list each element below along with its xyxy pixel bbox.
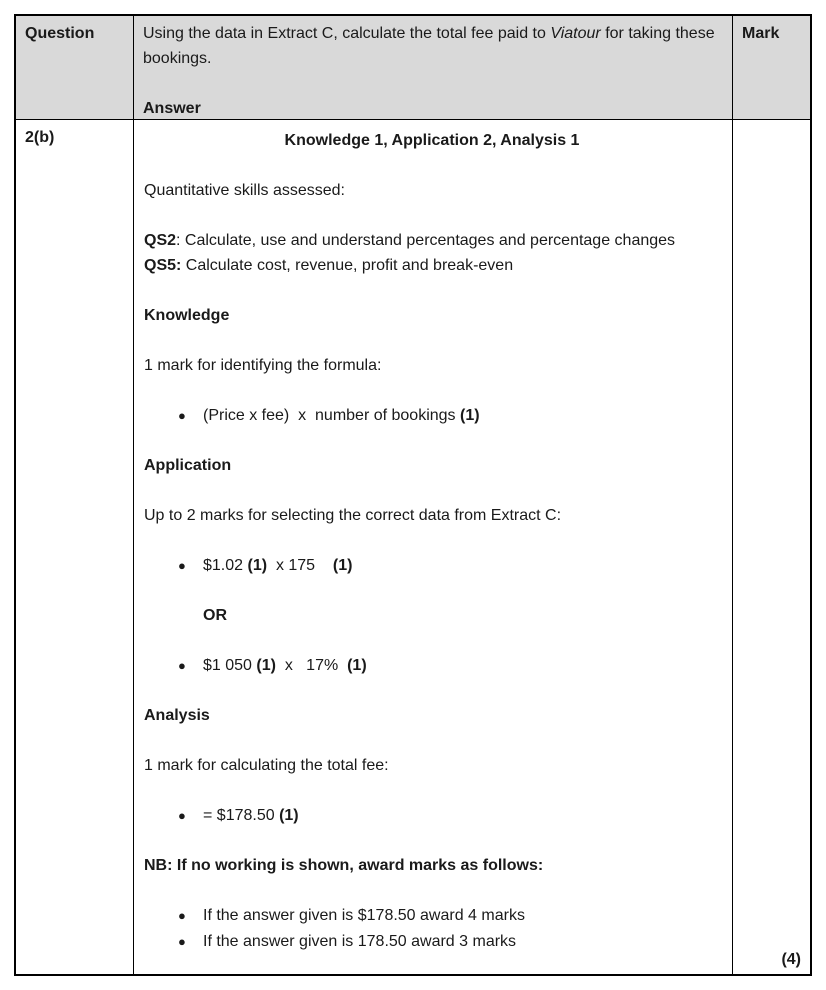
nb-heading: NB: If no working is shown, award marks as follows:	[144, 857, 544, 874]
app1-mark-point-1: (1)	[247, 557, 268, 574]
qs2-text: : Calculate, use and understand percentages and percentage changes	[176, 232, 676, 249]
mark-scheme-table	[14, 14, 812, 976]
app2-mark-point-1: (1)	[256, 657, 276, 674]
mark-value: (4)	[781, 951, 801, 968]
qs-block	[144, 228, 720, 278]
knowledge-mark-point: (1)	[460, 407, 480, 424]
analysis-intro: 1 mark for calculating the total fee:	[144, 757, 389, 774]
qs5-label: QS5:	[144, 257, 182, 274]
application-bullet-1-text	[203, 553, 352, 578]
qs2-label: QS2	[144, 232, 177, 249]
prompt-text-italic: Viatour	[550, 25, 601, 42]
nb-bullet-2-text: If the answer given is 178.50 award 3 marks	[203, 933, 517, 950]
application-bullet-2-text	[203, 653, 367, 678]
nb-bullet-2	[178, 929, 720, 954]
question-number-cell	[16, 120, 134, 974]
analysis-result: = $178.50	[203, 807, 280, 824]
knowledge-bullet-text	[203, 403, 480, 428]
app2-mark-point-2: (1)	[347, 657, 367, 674]
question-number: 2(b)	[25, 129, 55, 146]
question-prompt	[143, 21, 723, 71]
app1-operator: x 175	[267, 557, 333, 574]
prompt-cell	[134, 16, 733, 120]
mark-header-label: Mark	[742, 25, 780, 42]
qs2-line	[144, 228, 720, 253]
bullet-icon: ●	[178, 408, 186, 423]
application-intro: Up to 2 marks for selecting the correct data from Extract C:	[144, 507, 562, 524]
knowledge-intro: 1 mark for identifying the formula:	[144, 357, 382, 374]
bullet-icon: ●	[178, 558, 186, 573]
nb-bullet-1	[178, 903, 720, 928]
answer-title: Knowledge 1, Application 2, Analysis 1	[284, 132, 580, 149]
qs5-line	[144, 253, 720, 278]
analysis-bullet-text	[203, 803, 299, 828]
or-label: OR	[203, 607, 227, 624]
question-header-label: Question	[25, 25, 95, 42]
app2-operator: x 17%	[275, 657, 348, 674]
application-bullet-1	[178, 553, 720, 578]
prompt-text-pre: Using the data in Extract C, calculate the total fee paid to	[143, 25, 551, 42]
knowledge-heading: Knowledge	[144, 307, 230, 324]
application-bullet-2	[178, 653, 720, 678]
bullet-icon: ●	[178, 808, 186, 823]
bullet-icon: ●	[178, 658, 186, 673]
app1-value: $1.02	[203, 557, 248, 574]
qs-intro: Quantitative skills assessed:	[144, 182, 345, 199]
knowledge-formula-text: (Price x fee) x number of bookings	[203, 407, 460, 424]
app2-value: $1 050	[203, 657, 257, 674]
mark-value-cell	[733, 120, 810, 974]
bullet-icon: ●	[178, 934, 186, 949]
nb-bullet-1-text: If the answer given is $178.50 award 4 marks	[203, 907, 525, 924]
answer-cell	[134, 120, 733, 974]
app1-mark-point-2: (1)	[332, 557, 353, 574]
analysis-heading: Analysis	[144, 707, 210, 724]
analysis-mark-point: (1)	[279, 807, 299, 824]
knowledge-bullet	[178, 403, 720, 428]
analysis-bullet	[178, 803, 720, 828]
answer-label: Answer	[143, 100, 201, 117]
application-heading: Application	[144, 457, 232, 474]
bullet-icon: ●	[178, 908, 186, 923]
qs5-text: Calculate cost, revenue, profit and break-even	[181, 257, 514, 274]
prompt-text-post: for taking these bookings.	[143, 25, 715, 67]
question-header-cell	[16, 16, 134, 120]
mark-header-cell	[733, 16, 810, 120]
